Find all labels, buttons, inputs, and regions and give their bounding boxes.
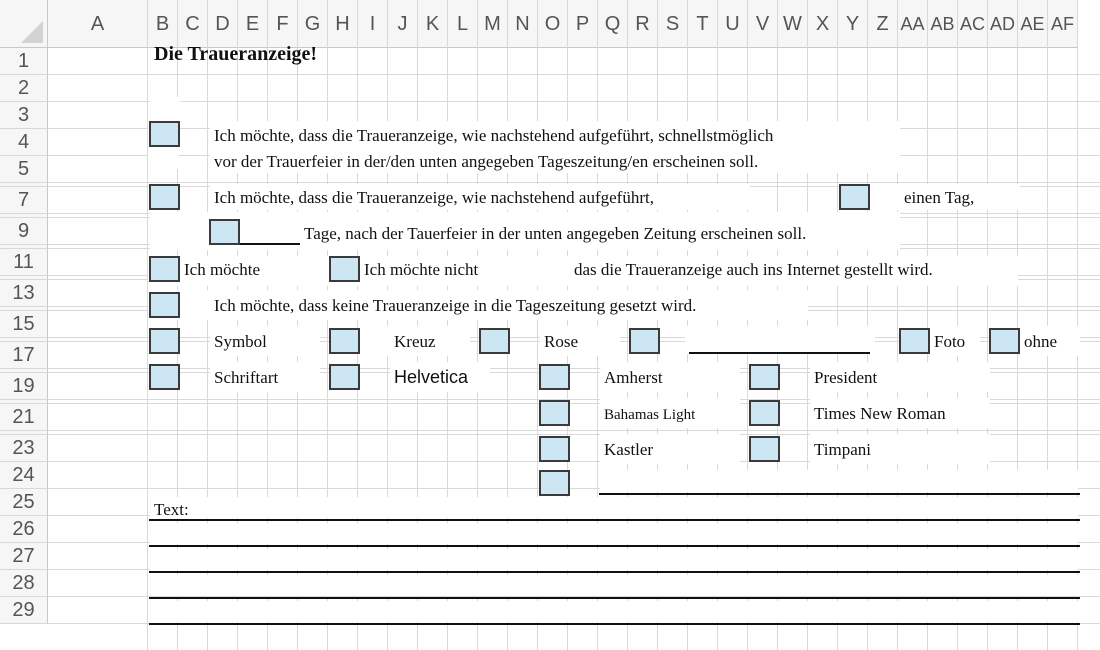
schriftart-sonstiges-field[interactable] (599, 493, 1080, 495)
rose-label: Rose (544, 332, 578, 351)
checkbox-einen-tag[interactable] (839, 184, 870, 210)
row-header-1[interactable]: 1 (0, 48, 48, 75)
row-header-4[interactable]: 4 (0, 129, 48, 156)
column-header-l[interactable]: L (448, 0, 478, 48)
text-line-3[interactable] (149, 571, 1080, 573)
row-header-29[interactable]: 29 (0, 597, 48, 624)
bahamas-light-label: Bahamas Light (604, 407, 696, 423)
schriftart-label: Schriftart (214, 368, 279, 387)
tage-text: Tage, nach der Tauerfeier in der unten angegeben Zeitung erscheinen soll. (304, 224, 807, 243)
checkbox-foto[interactable] (899, 328, 930, 354)
column-header-ae[interactable]: AE (1018, 0, 1048, 48)
checkbox-amherst[interactable] (539, 364, 570, 390)
column-header-t[interactable]: T (688, 0, 718, 48)
checkbox-kreuz[interactable] (329, 328, 360, 354)
checkbox-times-new-roman[interactable] (749, 400, 780, 426)
ohne-label: ohne (1024, 332, 1058, 351)
gridline-horizontal (48, 74, 1100, 75)
checkbox-symbol[interactable] (149, 328, 180, 354)
kreuz-label: Kreuz (394, 332, 436, 351)
row-header-11[interactable]: 11 (0, 249, 48, 276)
column-header-p[interactable]: P (568, 0, 598, 48)
text-line-2[interactable] (149, 545, 1080, 547)
internet-nein-label: Ich möchte nicht (364, 260, 479, 279)
tage-anzahl-field[interactable] (240, 243, 300, 245)
column-header-b[interactable]: B (148, 0, 178, 48)
column-header-q[interactable]: Q (598, 0, 628, 48)
checkbox-internet-ja[interactable] (149, 256, 180, 282)
row-header-26[interactable]: 26 (0, 516, 48, 543)
row-header-3[interactable]: 3 (0, 102, 48, 129)
checkbox-rose[interactable] (479, 328, 510, 354)
column-header-a[interactable]: A (48, 0, 148, 48)
amherst-label: Amherst (604, 368, 663, 387)
cell-mask (150, 549, 1078, 570)
column-header-ab[interactable]: AB (928, 0, 958, 48)
column-header-s[interactable]: S (658, 0, 688, 48)
column-header-aa[interactable]: AA (898, 0, 928, 48)
column-header-o[interactable]: O (538, 0, 568, 48)
einen-tag-label: einen Tag, (904, 188, 975, 207)
row-header-17[interactable]: 17 (0, 342, 48, 369)
checkbox-kastler[interactable] (539, 436, 570, 462)
foto-label: Foto (934, 332, 966, 351)
column-header-i[interactable]: I (358, 0, 388, 48)
internet-text: das die Traueranzeige auch ins Internet gestellt wird. (574, 260, 933, 279)
row-header-9[interactable]: 9 (0, 218, 48, 245)
row-header-13[interactable]: 13 (0, 280, 48, 307)
kastler-label: Kastler (604, 440, 654, 459)
checkbox-president[interactable] (749, 364, 780, 390)
cell-mask (150, 497, 1078, 518)
column-header-n[interactable]: N (508, 0, 538, 48)
page-title: Die Traueranzeige! (154, 43, 318, 65)
checkbox-ohne[interactable] (989, 328, 1020, 354)
gridline-horizontal (48, 430, 1100, 431)
column-header-x[interactable]: X (808, 0, 838, 48)
column-header-e[interactable]: E (238, 0, 268, 48)
column-header-j[interactable]: J (388, 0, 418, 48)
gridline-horizontal (48, 101, 1100, 102)
option-schnellstmoeglich-line2: vor der Trauerfeier in der/den unten angegeben Tageszeitung/en erscheinen soll. (214, 152, 759, 171)
row-header-28[interactable]: 28 (0, 570, 48, 597)
column-header-r[interactable]: R (628, 0, 658, 48)
column-header-u[interactable]: U (718, 0, 748, 48)
column-header-g[interactable]: G (298, 0, 328, 48)
checkbox-schriftart[interactable] (149, 364, 180, 390)
cell-mask (600, 470, 1078, 492)
checkbox-nach-feier[interactable] (149, 184, 180, 210)
symbol-sonstiges-field[interactable] (689, 352, 870, 354)
row-header-23[interactable]: 23 (0, 435, 48, 462)
cell-mask (150, 601, 1078, 622)
keine-anzeige-text: Ich möchte, dass keine Traueranzeige in die Tageszeitung gesetzt wird. (214, 296, 697, 315)
column-header-f[interactable]: F (268, 0, 298, 48)
checkbox-keine-anzeige[interactable] (149, 292, 180, 318)
column-header-w[interactable]: W (778, 0, 808, 48)
column-header-af[interactable]: AF (1048, 0, 1078, 48)
checkbox-internet-nein[interactable] (329, 256, 360, 282)
checkbox-symbol-sonstiges[interactable] (629, 328, 660, 354)
text-line-4[interactable] (149, 597, 1080, 599)
checkbox-schriftart-sonstiges[interactable] (539, 470, 570, 496)
cell-mask (150, 575, 1078, 596)
checkbox-schnellstmoeglich[interactable] (149, 121, 180, 147)
row-header-19[interactable]: 19 (0, 373, 48, 400)
symbol-label: Symbol (214, 332, 267, 351)
row-header-24[interactable]: 24 (0, 462, 48, 489)
column-header-m[interactable]: M (478, 0, 508, 48)
column-header-k[interactable]: K (418, 0, 448, 48)
checkbox-bahamas-light[interactable] (539, 400, 570, 426)
text-label: Text: (154, 500, 189, 519)
checkbox-timpani[interactable] (749, 436, 780, 462)
row-header-2[interactable]: 2 (0, 75, 48, 102)
gridline-horizontal (48, 182, 1100, 183)
column-header-h[interactable]: H (328, 0, 358, 48)
option-nach-feier-text: Ich möchte, dass die Traueranzeige, wie nachstehend aufgeführt, (214, 188, 654, 207)
text-line-5[interactable] (149, 623, 1080, 625)
timpani-label: Timpani (814, 440, 872, 459)
cell-mask (150, 523, 1078, 544)
text-line-1[interactable] (149, 519, 1080, 521)
cell-mask (685, 326, 875, 354)
internet-ja-label: Ich möchte (184, 260, 260, 279)
column-header-ac[interactable]: AC (958, 0, 988, 48)
row-header-7[interactable]: 7 (0, 187, 48, 214)
checkbox-tage[interactable] (209, 219, 240, 245)
row-header-5[interactable]: 5 (0, 156, 48, 183)
row-header-27[interactable]: 27 (0, 543, 48, 570)
row-header-25[interactable]: 25 (0, 489, 48, 516)
checkbox-helvetica[interactable] (329, 364, 360, 390)
helvetica-label: Helvetica (394, 367, 469, 387)
column-header-y[interactable]: Y (838, 0, 868, 48)
row-header-15[interactable]: 15 (0, 311, 48, 338)
column-header-d[interactable]: D (208, 0, 238, 48)
select-all-triangle-icon (21, 21, 43, 43)
option-schnellstmoeglich-line1: Ich möchte, dass die Traueranzeige, wie nachstehend aufgeführt, schnellstmöglich (214, 126, 774, 145)
cell-mask (150, 97, 180, 121)
times-new-roman-label: Times New Roman (814, 404, 946, 423)
column-header-c[interactable]: C (178, 0, 208, 48)
row-header-21[interactable]: 21 (0, 404, 48, 431)
column-header-z[interactable]: Z (868, 0, 898, 48)
select-all-corner[interactable] (0, 0, 48, 48)
column-header-v[interactable]: V (748, 0, 778, 48)
column-header-ad[interactable]: AD (988, 0, 1018, 48)
president-label: President (814, 368, 878, 387)
